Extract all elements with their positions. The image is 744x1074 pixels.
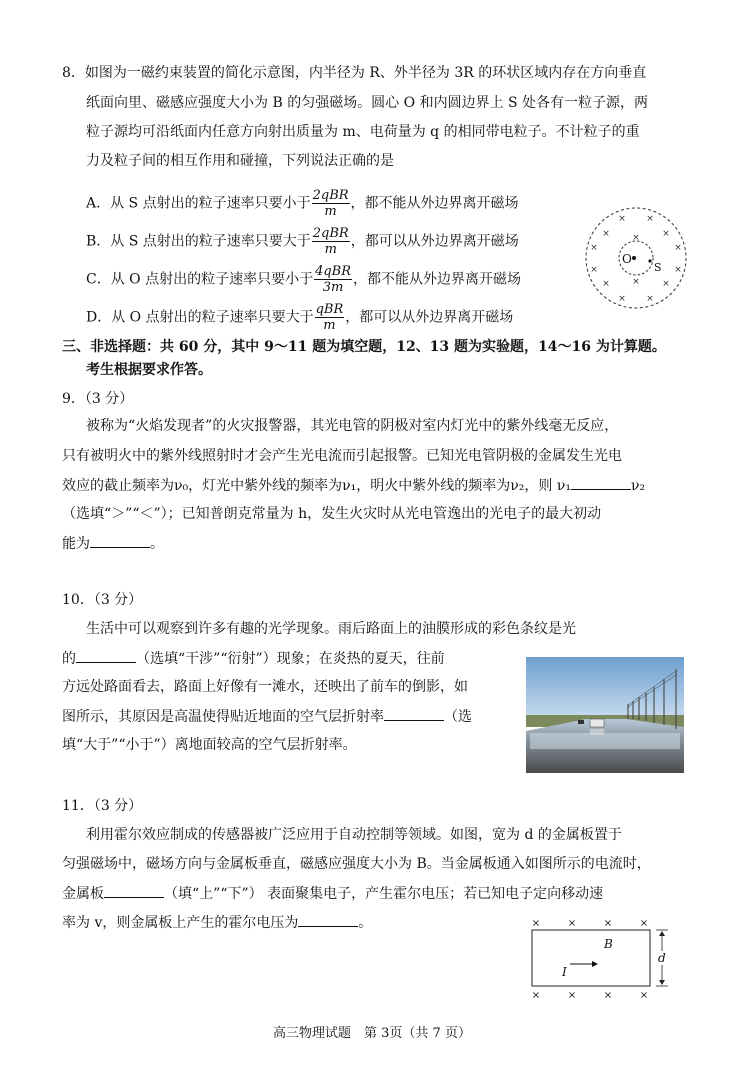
field-cross: ×	[639, 918, 649, 929]
field-cross: ×	[662, 279, 670, 289]
field-cross: ×	[618, 294, 626, 304]
q8-option-a-tail: ，都不能从外边界离开磁场	[350, 195, 519, 212]
q8-line-3: 粒子源均可沿纸面内任意方向射出质量为 m、电荷量为 q 的相同带电粒子。不计粒子的重	[86, 124, 640, 140]
center-dot	[632, 256, 636, 260]
field-cross: ×	[646, 214, 654, 224]
q10-answer-blank-2[interactable]	[384, 706, 444, 721]
q9-line-3	[62, 475, 645, 496]
fraction-denominator: 3m	[322, 280, 344, 295]
field-cross: ×	[674, 265, 682, 275]
field-cross: ×	[632, 277, 640, 287]
field-cross: ×	[590, 265, 598, 275]
q8-option-d-text: D．从 O 点射出的粒子速率只要大于	[86, 309, 314, 326]
q9-answer-blank-1[interactable]	[571, 475, 631, 490]
q8-annulus-figure	[584, 206, 688, 310]
car-icon	[590, 719, 604, 727]
q9-line-3-text: 效应的截止频率为ν₀，灯光中紫外线的频率为ν₁，明火中紫外线的频率为ν₂，则 ν₁	[62, 478, 571, 494]
q8-line-2: 纸面向里、磁感应强度大小为 B 的匀强磁场。圆心 O 和内圆边界上 S 处各有一粒子源，两	[86, 95, 649, 111]
q8-option-d-fraction	[315, 302, 345, 333]
q9-line-3-tail: ν₂	[630, 478, 646, 494]
q8-option-d	[86, 302, 513, 333]
q8-option-b	[86, 226, 519, 257]
q10-line-4-text: 图所示，其原因是高温使得贴近地面的空气层折射率	[62, 709, 384, 725]
q9-line-1: 被称为“火焰发现者”的火灾报警器，其光电管的阴极对室内灯光中的紫外线毫无反应，	[86, 418, 619, 434]
q9-answer-blank-2[interactable]	[90, 533, 150, 548]
current-i-label: I	[562, 965, 567, 979]
field-b-label: B	[604, 937, 613, 951]
field-cross: ×	[662, 229, 670, 239]
q8-option-c-fraction	[314, 264, 352, 295]
fraction-denominator: m	[323, 318, 336, 333]
q11-line-3-tail: （填“上”“下”） 表面聚集电子，产生霍尔电压；若已知电子定向移动速	[164, 886, 604, 902]
q10-line-4	[62, 706, 472, 727]
source-s-dot	[648, 259, 651, 262]
q8-line-1: 8．如图为一磁约束装置的简化示意图，内半径为 R、外半径为 3R 的环状区域内存在方向垂直	[62, 65, 647, 81]
dimension-arrow-down	[659, 980, 665, 985]
field-cross: ×	[602, 279, 610, 289]
field-cross: ×	[567, 918, 577, 929]
distant-car-icon	[578, 720, 584, 724]
dimension-arrow-up	[659, 931, 665, 936]
q8-option-a-text: A．从 S 点射出的粒子速率只要小于	[86, 195, 311, 212]
q8-option-a-fraction	[312, 188, 350, 219]
q11-hall-plate-figure	[528, 914, 674, 1002]
q10-line-2-tail: （选填“干涉”“衍射”）现象；在炎热的夏天，往前	[136, 651, 445, 667]
q11-line-4-text: 率为 v，则金属板上产生的霍尔电压为	[62, 915, 299, 931]
current-arrow-head	[592, 961, 598, 967]
q11-line-3-text: 金属板	[62, 886, 104, 902]
q11-line-4	[62, 912, 372, 933]
q8-option-a	[86, 188, 519, 219]
section-3-instruction: 考生根据要求作答。	[86, 362, 212, 378]
field-cross: ×	[602, 229, 610, 239]
q11-answer-blank-2[interactable]	[298, 912, 358, 927]
q9-line-5	[62, 533, 164, 554]
q11-line-3	[62, 883, 603, 904]
q10-line-2	[62, 648, 445, 669]
q10-line-3: 方远处路面看去，路面上好像有一滩水，还映出了前车的倒影，如	[62, 679, 468, 695]
field-cross: ×	[603, 918, 613, 929]
field-cross: ×	[618, 214, 626, 224]
field-cross: ×	[646, 294, 654, 304]
q11-line-1: 利用霍尔效应制成的传感器被广泛应用于自动控制等领域。如图，宽为 d 的金属板置于	[86, 827, 622, 843]
q11-line-2: 匀强磁场中，磁场方向与金属板垂直，磁感应强度大小为 B。当金属板通入如图所示的电流时，	[62, 856, 651, 872]
q10-line-1: 生活中可以观察到许多有趣的光学现象。雨后路面上的油膜形成的彩色条纹是光	[86, 621, 576, 637]
metal-plate	[532, 930, 650, 986]
q10-line-2-text: 的	[62, 651, 76, 667]
q9-line-5-text: 能为	[62, 536, 90, 552]
fraction-denominator: m	[324, 242, 337, 257]
field-cross: ×	[639, 990, 649, 1001]
fraction-numerator: 4qBR	[315, 264, 352, 279]
fraction-denominator: m	[324, 204, 337, 219]
field-cross: ×	[590, 243, 598, 253]
field-cross: ×	[531, 990, 541, 1001]
field-cross: ×	[531, 918, 541, 929]
q10-line-4-tail: （选	[444, 709, 472, 725]
q8-option-c-tail: ，都不能从外边界离开磁场	[353, 271, 522, 288]
q11-line-4-tail: 。	[358, 915, 373, 931]
section-3-heading: 三、非选择题：共 60 分，其中 9～11 题为填空题，12、13 题为实验题，14～16 为计算题。	[62, 339, 666, 355]
width-d-label: d	[658, 951, 666, 965]
q11-header: 11．（3 分）	[62, 798, 143, 814]
fraction-numerator: 2qBR	[312, 226, 349, 241]
q10-answer-blank-1[interactable]	[76, 648, 136, 663]
q8-option-c	[86, 264, 521, 295]
q9-line-2: 只有被明火中的紫外线照射时才会产生光电流而引起报警。已知光电管阴极的金属发生光电	[62, 448, 622, 464]
source-s-label: S	[654, 261, 662, 274]
q10-line-5: 填“大于”“小于”）离地面较高的空气层折射率。	[62, 737, 357, 753]
field-cross: ×	[603, 990, 613, 1001]
field-cross: ×	[674, 243, 682, 253]
field-cross: ×	[567, 990, 577, 1001]
field-cross: ×	[632, 233, 640, 243]
q8-option-d-tail: ，都可以从外边界离开磁场	[345, 309, 514, 326]
q10-header: 10．（3 分）	[62, 592, 143, 608]
q11-answer-blank-1[interactable]	[104, 883, 164, 898]
q8-option-c-text: C．从 O 点射出的粒子速率只要小于	[86, 271, 314, 288]
field-crosses	[590, 214, 682, 304]
sky	[526, 657, 684, 719]
q8-line-4: 力及粒子间的相互作用和碰撞，下列说法正确的是	[86, 153, 394, 169]
q8-option-b-text: B．从 S 点射出的粒子速率只要大于	[86, 233, 311, 250]
fraction-numerator: qBR	[315, 302, 344, 317]
q9-header: 9．（3 分）	[62, 391, 134, 407]
center-o-label: O	[622, 252, 632, 266]
car-reflection	[590, 729, 604, 735]
q8-option-b-fraction	[312, 226, 350, 257]
q10-mirage-photo	[526, 657, 684, 773]
q9-line-4: （选填“＞”“＜”）；已知普朗克常量为 h，发生火灾时从光电管逸出的光电子的最大初动	[62, 506, 602, 522]
mirage-reflection	[530, 733, 680, 749]
q8-option-b-tail: ，都可以从外边界离开磁场	[350, 233, 519, 250]
page-footer: 高三物理试题 第 3页（共 7 页）	[273, 1026, 471, 1041]
q9-line-5-tail: 。	[150, 536, 164, 552]
fraction-numerator: 2qBR	[312, 188, 349, 203]
